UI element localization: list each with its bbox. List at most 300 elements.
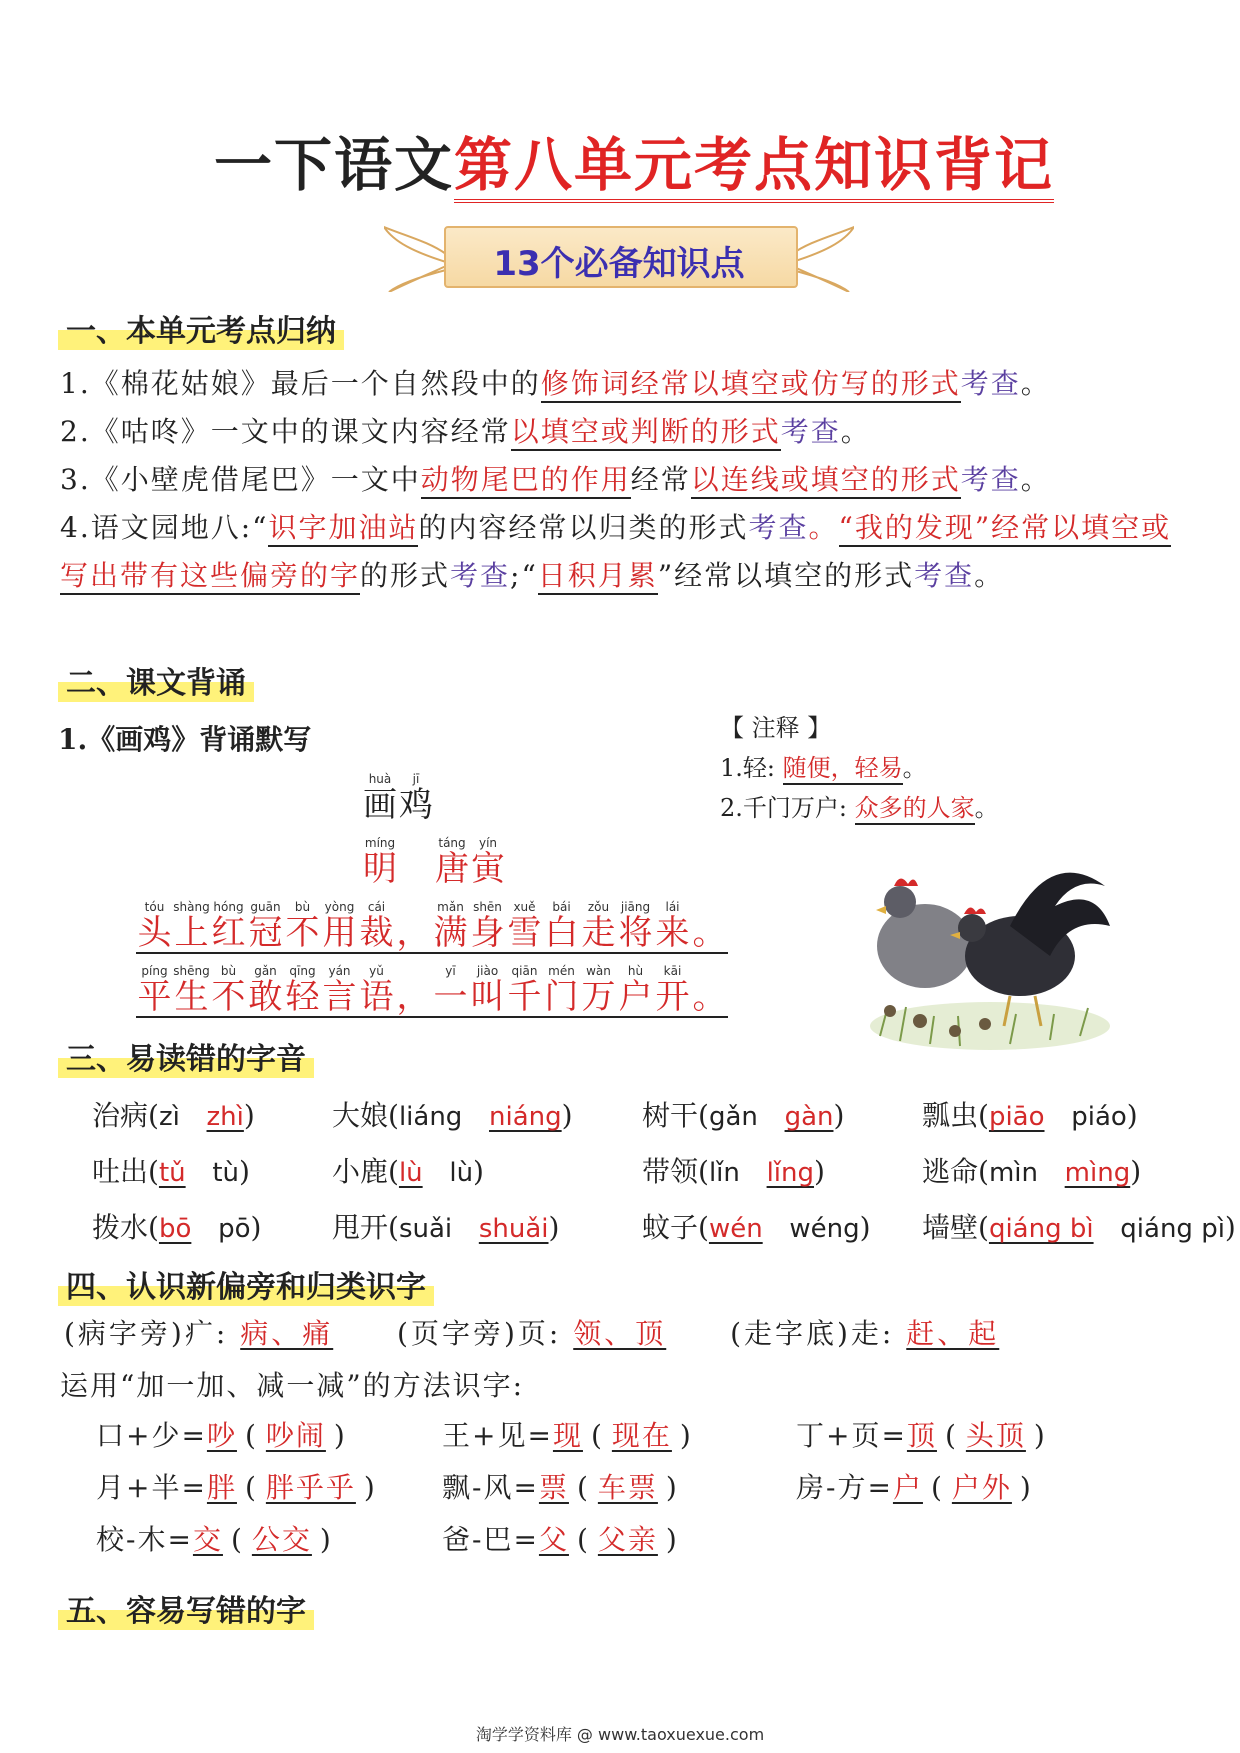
pinyin: píng — [141, 964, 168, 978]
line1-char — [506, 900, 543, 952]
point-3 — [60, 456, 1190, 504]
hanzi: 用 — [322, 913, 357, 953]
line1-char — [432, 900, 469, 952]
formula-o: ( — [244, 1471, 258, 1504]
line1-char — [136, 900, 173, 952]
reading-option-b: shuǎi — [478, 1214, 549, 1244]
hanzi: 将 — [618, 913, 653, 953]
formula-w: 户外 — [951, 1471, 1012, 1504]
hanzi: 语 — [359, 977, 394, 1017]
hanzi: 不 — [285, 913, 320, 953]
line2-char — [247, 964, 284, 1016]
point-3-text-2: 经常 — [630, 463, 691, 496]
point-4-text-3: 的形式 — [360, 559, 451, 592]
reading-word: 带领( — [642, 1155, 709, 1188]
section-heading-4: 四、认识新偏旁和归类识字 — [58, 1262, 434, 1306]
formula-c: ) — [665, 1523, 679, 1556]
line2-char — [617, 964, 654, 1016]
pinyin: míng — [364, 836, 396, 850]
formula-x: 父 — [538, 1523, 569, 1556]
spacer — [462, 1099, 489, 1132]
radical-3-label: (走字底)走: — [730, 1317, 895, 1350]
formula-o: ( — [590, 1419, 604, 1452]
pinyin: yòng — [324, 900, 355, 914]
formula-c: ) — [665, 1471, 679, 1504]
reading-item — [922, 1094, 1138, 1134]
hanzi: 走 — [581, 913, 616, 953]
pinyin: yín — [478, 836, 498, 850]
point-2-answer: 以填空或判断的形式 — [511, 415, 781, 451]
formula-x: 现 — [552, 1419, 583, 1452]
formula-c: ) — [333, 1419, 347, 1452]
formula-x: 顶 — [906, 1419, 937, 1452]
pinyin: bù — [220, 964, 237, 978]
footer-watermark: 淘学学资料库 @ www.taoxuexue.com — [475, 1725, 765, 1744]
pinyin — [398, 869, 434, 883]
pinyin: kāi — [663, 964, 682, 978]
spacer — [1038, 1155, 1065, 1188]
title-part2: 第八单元考点知识背记 — [454, 131, 1054, 203]
formula-w: 胖乎乎 — [265, 1471, 356, 1504]
line2-char — [580, 964, 617, 1016]
hanzi: 一 — [433, 977, 468, 1017]
reading-option-b: tù — [212, 1158, 240, 1188]
reading-option-b: pō — [218, 1214, 251, 1244]
line2-char — [543, 964, 580, 1016]
formula-f: 爸-巴= — [442, 1523, 539, 1556]
reading-item — [332, 1094, 573, 1134]
author-char — [362, 836, 398, 888]
formula-x: 交 — [192, 1523, 223, 1556]
formula-o: ( — [230, 1523, 244, 1556]
hanzi: 万 — [581, 977, 616, 1017]
reading-close: ) — [859, 1211, 871, 1244]
formula-f: 王+见= — [442, 1419, 553, 1452]
line2-char — [173, 964, 210, 1016]
reading-option-a: gǎn — [708, 1102, 758, 1132]
hanzi: 头 — [137, 913, 172, 953]
reading-option-b: qiáng pì — [1120, 1214, 1225, 1244]
hanzi: 红 — [211, 913, 246, 953]
hanzi: 。 — [692, 913, 727, 953]
reading-word: 拨水( — [92, 1211, 159, 1244]
hanzi: 不 — [211, 977, 246, 1017]
pinyin: shēn — [473, 900, 502, 914]
line2-char — [691, 964, 728, 1016]
formula-w: 车票 — [597, 1471, 658, 1504]
radical-2-label: (页字旁)页: — [397, 1317, 562, 1350]
reading-word: 小鹿( — [332, 1155, 399, 1188]
formula-w: 父亲 — [597, 1523, 658, 1556]
reading-close: ) — [561, 1099, 573, 1132]
formula-o: ( — [576, 1471, 590, 1504]
spacer — [180, 1099, 207, 1132]
author-char — [434, 836, 470, 888]
point-4-exam-2: 考查 — [450, 559, 511, 592]
formula-item — [442, 1518, 687, 1558]
hanzi: 敢 — [248, 977, 283, 1017]
title-part1: 一下语文 — [214, 131, 455, 199]
formula-c: ) — [1033, 1419, 1047, 1452]
formula-x: 户 — [892, 1471, 923, 1504]
rooster-illustration — [860, 836, 1110, 1056]
pinyin: yī — [445, 964, 456, 978]
line1-char — [543, 900, 580, 952]
reading-option-b: lù — [449, 1158, 474, 1188]
line2-char — [321, 964, 358, 1016]
line1-char — [654, 900, 691, 952]
formula-c: ) — [319, 1523, 333, 1556]
formula-o: ( — [244, 1419, 258, 1452]
hanzi: 满 — [433, 913, 468, 953]
formula-f: 飘-风= — [442, 1471, 539, 1504]
formula-c: ) — [679, 1419, 693, 1452]
pinyin: bái — [552, 900, 571, 914]
spacer — [423, 1155, 450, 1188]
hanzi: 来 — [655, 913, 690, 953]
line2-char — [284, 964, 321, 1016]
line2-char — [469, 964, 506, 1016]
reading-option-a: lǐn — [708, 1158, 740, 1188]
pinyin: hù — [627, 964, 644, 978]
formula-x: 吵 — [206, 1419, 237, 1452]
reading-item — [642, 1094, 844, 1134]
point-2-text: 2.《咕咚》一文中的课文内容经常 — [60, 415, 511, 448]
formula-f: 丁+页= — [796, 1419, 907, 1452]
formula-item — [96, 1518, 341, 1558]
reading-item — [332, 1206, 559, 1246]
pinyin: guān — [250, 900, 281, 914]
point-4-exam-1: 考查 — [748, 511, 809, 544]
formula-item — [796, 1414, 1055, 1454]
hanzi: 开 — [655, 977, 690, 1017]
point-4-text-5: ”经常以填空的形式 — [657, 559, 915, 592]
pinyin: wàn — [586, 964, 611, 978]
pinyin — [395, 964, 432, 978]
reading-option-b: zhì — [206, 1102, 244, 1132]
hanzi: 上 — [174, 913, 209, 953]
spacer — [1045, 1099, 1072, 1132]
reading-option-a: qiáng bì — [988, 1214, 1094, 1244]
hanzi: 叫 — [470, 977, 505, 1017]
line1-char — [321, 900, 358, 952]
reading-word: 瓢虫( — [922, 1099, 989, 1132]
pinyin: táng — [438, 836, 466, 850]
pinyin: shàng — [173, 900, 210, 914]
formula-o: ( — [944, 1419, 958, 1452]
formula-item — [96, 1466, 385, 1506]
title-char — [398, 772, 434, 824]
pinyin: xuě — [513, 900, 536, 914]
reading-word: 治病( — [92, 1099, 159, 1132]
point-1 — [60, 360, 1190, 408]
hanzi: 门 — [544, 977, 579, 1017]
reading-word: 逃命( — [922, 1155, 989, 1188]
point-2 — [60, 408, 1190, 456]
point-3-answer-1: 动物尾巴的作用 — [421, 463, 631, 499]
formula-o: ( — [930, 1471, 944, 1504]
hanzi: 平 — [137, 977, 172, 1017]
pinyin: cái — [367, 900, 386, 914]
reading-option-b: mìng — [1064, 1158, 1131, 1188]
author-char — [470, 836, 506, 888]
formula-item — [96, 1414, 355, 1454]
reading-item — [332, 1150, 484, 1190]
reading-word: 吐出( — [92, 1155, 159, 1188]
hanzi: 明 — [363, 849, 397, 889]
hanzi: 冠 — [248, 913, 283, 953]
point-4-answer-1: 识字加油站 — [268, 511, 418, 547]
note-2-end: 。 — [974, 794, 999, 822]
section-heading-5: 五、容易写错的字 — [58, 1586, 314, 1630]
reading-option-a: tǔ — [158, 1158, 186, 1188]
hanzi: 寅 — [471, 849, 505, 889]
method-text: 运用“加一加、减一减”的方法识字: — [60, 1369, 525, 1402]
line2-char — [358, 964, 395, 1016]
pinyin: hóng — [213, 900, 244, 914]
point-2-exam: 考查 — [780, 415, 841, 448]
pinyin — [691, 964, 728, 978]
hanzi: 户 — [618, 977, 653, 1017]
line1-char — [284, 900, 321, 952]
pinyin: bù — [294, 900, 311, 914]
spacer — [758, 1099, 785, 1132]
point-1-exam: 考查 — [960, 367, 1021, 400]
line1-char — [247, 900, 284, 952]
pinyin: shēng — [173, 964, 210, 978]
section-heading-3: 三、易读错的字音 — [58, 1034, 314, 1078]
hanzi: 画 — [363, 785, 397, 825]
banner — [384, 222, 854, 292]
radicals-row — [64, 1312, 999, 1352]
poem-author — [362, 836, 506, 888]
line2-char — [432, 964, 469, 1016]
spacer — [186, 1155, 213, 1188]
hanzi: 千 — [507, 977, 542, 1017]
section1-content — [60, 360, 1190, 600]
reading-close: ) — [1224, 1211, 1236, 1244]
hanzi: ， — [396, 913, 431, 953]
formula-f: 口+少= — [96, 1419, 207, 1452]
hanzi: ， — [396, 977, 431, 1017]
reading-option-a: suǎi — [398, 1214, 453, 1244]
reading-item — [92, 1094, 255, 1134]
formula-f: 月+半= — [96, 1471, 207, 1504]
pinyin: qīng — [289, 964, 316, 978]
point-1-end: 。 — [1020, 367, 1051, 400]
author-char — [398, 869, 434, 883]
point-3-exam: 考查 — [960, 463, 1021, 496]
pinyin: jiāng — [620, 900, 651, 914]
reading-option-a: bō — [158, 1214, 192, 1244]
line1-char — [691, 900, 728, 952]
formula-item — [442, 1466, 687, 1506]
point-3-answer-2: 以连线或填空的形式 — [691, 463, 961, 499]
pinyin: qiān — [511, 964, 538, 978]
line2-char — [210, 964, 247, 1016]
reading-word: 树干( — [642, 1099, 709, 1132]
reading-option-a: liáng — [398, 1102, 463, 1132]
formula-o: ( — [576, 1523, 590, 1556]
reading-close: ) — [814, 1155, 825, 1188]
line2-char — [395, 964, 432, 1016]
radical-1-label: (病字旁)疒: — [64, 1317, 229, 1350]
formula-f: 房-方= — [796, 1471, 893, 1504]
formula-x: 胖 — [206, 1471, 237, 1504]
note-1-end: 。 — [902, 754, 927, 782]
hanzi: 唐 — [435, 849, 469, 889]
formula-c: ) — [1019, 1471, 1033, 1504]
pinyin: jī — [412, 772, 420, 786]
point-1-text: 1.《棉花姑娘》最后一个自然段中的 — [60, 367, 541, 400]
poem-title — [362, 772, 434, 824]
pinyin: yǔ — [369, 964, 384, 978]
reading-item — [922, 1206, 1236, 1246]
line1-char — [395, 900, 432, 952]
reading-word: 大娘( — [332, 1099, 399, 1132]
note-1 — [720, 748, 999, 788]
line1-char — [580, 900, 617, 952]
reading-item — [642, 1150, 825, 1190]
formula-w: 吵闹 — [265, 1419, 326, 1452]
formula-w: 现在 — [611, 1419, 672, 1452]
reading-option-b: gàn — [784, 1102, 834, 1132]
spacer — [740, 1155, 767, 1188]
pinyin: tóu — [144, 900, 165, 914]
pinyin: yán — [328, 964, 351, 978]
line1-char — [210, 900, 247, 952]
reading-close: ) — [548, 1211, 560, 1244]
reading-close: ) — [833, 1099, 845, 1132]
formula-item — [442, 1414, 701, 1454]
reading-close: ) — [243, 1099, 255, 1132]
reading-close: ) — [1126, 1099, 1138, 1132]
point-4-sep: 。 — [808, 511, 839, 544]
reading-item — [642, 1206, 871, 1246]
hanzi: 雪 — [507, 913, 542, 953]
reading-option-b: wéng — [789, 1214, 860, 1244]
point-4-answer-3: 日积月累 — [538, 559, 658, 595]
point-4-text-4: ;“ — [510, 559, 538, 592]
hanzi: 裁 — [359, 913, 394, 953]
reading-option-b: lǐng — [766, 1158, 815, 1188]
point-3-text: 3.《小壁虎借尾巴》一文中 — [60, 463, 421, 496]
formula-x: 票 — [538, 1471, 569, 1504]
line2-char — [136, 964, 173, 1016]
line1-char — [173, 900, 210, 952]
point-4-exam-3: 考查 — [914, 559, 975, 592]
pinyin: gǎn — [254, 964, 277, 978]
reading-item — [92, 1206, 261, 1246]
point-2-end: 。 — [840, 415, 871, 448]
formula-w: 头顶 — [965, 1419, 1026, 1452]
hanzi: 身 — [470, 913, 505, 953]
note-2-meaning: 众多的人家 — [855, 794, 975, 825]
hanzi: 白 — [544, 913, 579, 953]
pinyin — [691, 900, 728, 914]
reading-option-b: piáo — [1071, 1102, 1127, 1132]
pinyin: zǒu — [587, 900, 610, 914]
poem-line-2 — [136, 964, 728, 1018]
hanzi: 鸡 — [399, 785, 433, 825]
poem-heading: 1.《画鸡》背诵默写 — [58, 723, 312, 756]
radical-3-chars: 赶、起 — [906, 1317, 1000, 1350]
hanzi: 轻 — [285, 977, 320, 1017]
reading-close: ) — [250, 1211, 262, 1244]
section-heading-1: 一、本单元考点归纳 — [58, 306, 344, 350]
formula-w: 公交 — [251, 1523, 312, 1556]
line2-char — [506, 964, 543, 1016]
hanzi: 言 — [322, 977, 357, 1017]
note-1-term: 1.轻: — [720, 754, 775, 782]
spacer — [452, 1211, 479, 1244]
note-2 — [720, 788, 999, 828]
note-1-meaning: 随便，轻易 — [783, 754, 903, 785]
reading-option-a: piāo — [988, 1102, 1045, 1132]
pinyin: lái — [665, 900, 680, 914]
reading-item — [922, 1150, 1141, 1190]
poem-line-1 — [136, 900, 728, 954]
reading-word: 墙壁( — [922, 1211, 989, 1244]
formula-c: ) — [363, 1471, 377, 1504]
formula-f: 校-木= — [96, 1523, 193, 1556]
reading-word: 甩开( — [332, 1211, 399, 1244]
poem-notes — [720, 708, 999, 828]
point-4-end: 。 — [974, 559, 1005, 592]
line1-char — [617, 900, 654, 952]
spacer — [191, 1211, 218, 1244]
point-4-answer-2: “我的发现”经常以填空或写出带有这些偏旁的字 — [60, 511, 1171, 595]
pinyin — [395, 900, 432, 914]
reading-option-a: wén — [708, 1214, 763, 1244]
section-heading-2: 二、课文背诵 — [58, 658, 254, 702]
point-3-end: 。 — [1020, 463, 1051, 496]
reading-option-a: lù — [398, 1158, 423, 1188]
radical-1-chars: 病、痛 — [240, 1317, 334, 1350]
point-4 — [60, 504, 1190, 600]
line1-char — [358, 900, 395, 952]
notes-heading: 【 注释 】 — [720, 714, 832, 742]
reading-option-b: niáng — [489, 1102, 562, 1132]
note-2-term: 2.千门万户: — [720, 794, 847, 822]
point-4-text-2: 的内容经常以归类的形式 — [418, 511, 749, 544]
line2-char — [654, 964, 691, 1016]
reading-item — [92, 1150, 250, 1190]
hanzi: 。 — [692, 977, 727, 1017]
pinyin: jiào — [476, 964, 499, 978]
hanzi: 生 — [174, 977, 209, 1017]
point-1-answer: 修饰词经常以填空或仿写的形式 — [541, 367, 961, 403]
page-title — [214, 118, 1054, 202]
line1-char — [469, 900, 506, 952]
reading-option-a: mìn — [988, 1158, 1038, 1188]
point-4-text: 4.语文园地八:“ — [60, 511, 269, 544]
pinyin: mén — [548, 964, 575, 978]
reading-close: ) — [1130, 1155, 1142, 1188]
title-char — [362, 772, 398, 824]
spacer — [763, 1211, 790, 1244]
reading-word: 蚊子( — [642, 1211, 709, 1244]
spacer — [1094, 1211, 1121, 1244]
formula-item — [796, 1466, 1041, 1506]
radical-2-chars: 领、顶 — [573, 1317, 667, 1350]
reading-close: ) — [239, 1155, 250, 1188]
reading-option-a: zì — [158, 1102, 180, 1132]
banner-text: 13个必备知识点 — [493, 244, 745, 284]
pinyin: huà — [368, 772, 392, 786]
pinyin: mǎn — [437, 900, 464, 914]
reading-close: ) — [473, 1155, 484, 1188]
